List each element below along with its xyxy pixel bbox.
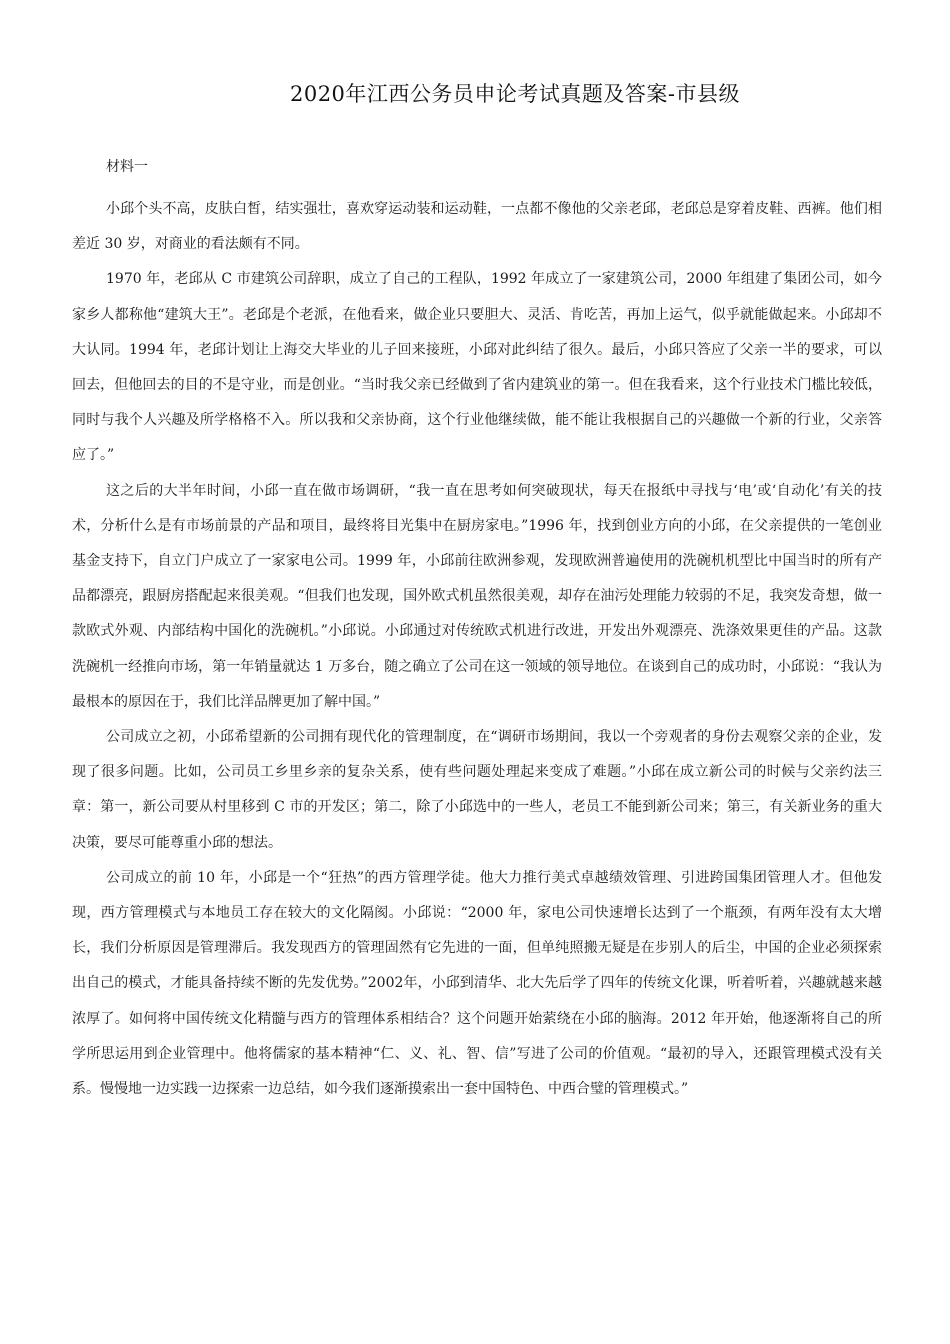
paragraph: 1970 年，老邱从 C 市建筑公司辞职，成立了自己的工程队，1992 年成立了一家建筑公司，2000 年组建了集团公司，如今家乡人都称他“建筑大王”。老邱是个老派，在他看来，做企业只要胆大、灵活、肯吃苦，再加上运气，似乎就能做起来。小邱却不大认同。1994 年，老邱计划让上海交大毕业的儿子回来接班，小邱对此纠结了很久。最后，小邱只答应了父亲一半的要求，可以回去，但他回去的目的不是守业，而是创业。“当时我父亲已经做到了省内建筑业的第一。但在我看来，这个行业技术门槛比较低，同时与我个人兴趣及所学格格不入。所以我和父亲协商，这个行业他继续做，能不能让我根据自己的兴趣做一个新的行业，父亲答应了。” bbox=[72, 271, 882, 464]
document-body bbox=[72, 150, 882, 1107]
paragraph: 这之后的大半年时间，小邱一直在做市场调研，“我一直在思考如何突破现状，每天在报纸中寻找与‘电’或‘自动化’有关的技术，分析什么是有市场前景的产品和项目，最终将目光集中在厨房家电。”1996 年，找到创业方向的小邱，在父亲提供的一笔创业基金支持下，自立门户成立了一家家电公司。1999 年，小邱前往欧洲参观，发现欧洲普遍使用的洗碗机机型比中国当时的所有产品都漂亮，跟厨房搭配起来很美观。“但我们也发现，国外欧式机虽然很美观，却存在油污处理能力较弱的不足，我突发奇想，做一款欧式外观、内部结构中国化的洗碗机。”小邱说。小邱通过对传统欧式机进行改进，开发出外观漂亮、洗涤效果更佳的产品。这款洗碗机一经推向市场，第一年销量就达 1 万多台，随之确立了公司在这一领域的领导地位。在谈到自己的成功时，小邱说：“我认为最根本的原因在于，我们比洋品牌更加了解中国。” bbox=[72, 482, 882, 710]
document-title: 2020年江西公务员申论考试真题及答案-市县级 bbox=[289, 82, 741, 106]
section-label: 材料一 bbox=[106, 159, 148, 175]
paragraph: 公司成立的前 10 年，小邱是一个“狂热”的西方管理学徒。他大力推行美式卓越绩效管理、引进跨国集团管理人才。但他发现，西方管理模式与本地员工存在较大的文化隔阂。小邱说：“2000 年，家电公司快速增长达到了一个瓶颈，有两年没有太大增长，我们分析原因是管理滞后。我发现西方的管理固然有它先进的一面，但单纯照搬无疑是在步别人的后尘，中国的企业必须探索出自己的模式，才能具备持续不断的先发优势。”2002年，小邱到清华、北大先后学了四年的传统文化课，听着听着，兴趣就越来越浓厚了。如何将中国传统文化精髓与西方的管理体系相结合？这个问题开始萦绕在小邱的脑海。2012 年开始，他逐渐将自己的所学所思运用到企业管理中。他将儒家的基本精神“仁、义、礼、智、信”写进了公司的价值观。“最初的导入，还跟管理模式没有关系。慢慢地一边实践一边探索一边总结，如今我们逐渐摸索出一套中国特色、中西合璧的管理模式。” bbox=[72, 869, 882, 1098]
paragraph: 公司成立之初，小邱希望新的公司拥有现代化的管理制度，在“调研市场期间，我以一个旁观者的身份去观察父亲的企业，发现了很多问题。比如，公司员工乡里乡亲的复杂关系，使有些问题处理起来变成了难题。”小邱在成立新公司的时候与父亲约法三章：第一，新公司要从村里移到 C 市的开发区；第二，除了小邱选中的一些人，老员工不能到新公司来；第三，有关新业务的重大决策，要尽可能尊重小邱的想法。 bbox=[72, 729, 882, 851]
paragraph: 小邱个头不高，皮肤白皙，结实强壮，喜欢穿运动装和运动鞋，一点都不像他的父亲老邱，老邱总是穿着皮鞋、西裤。他们相差近 30 岁，对商业的看法颇有不同。 bbox=[72, 201, 882, 253]
